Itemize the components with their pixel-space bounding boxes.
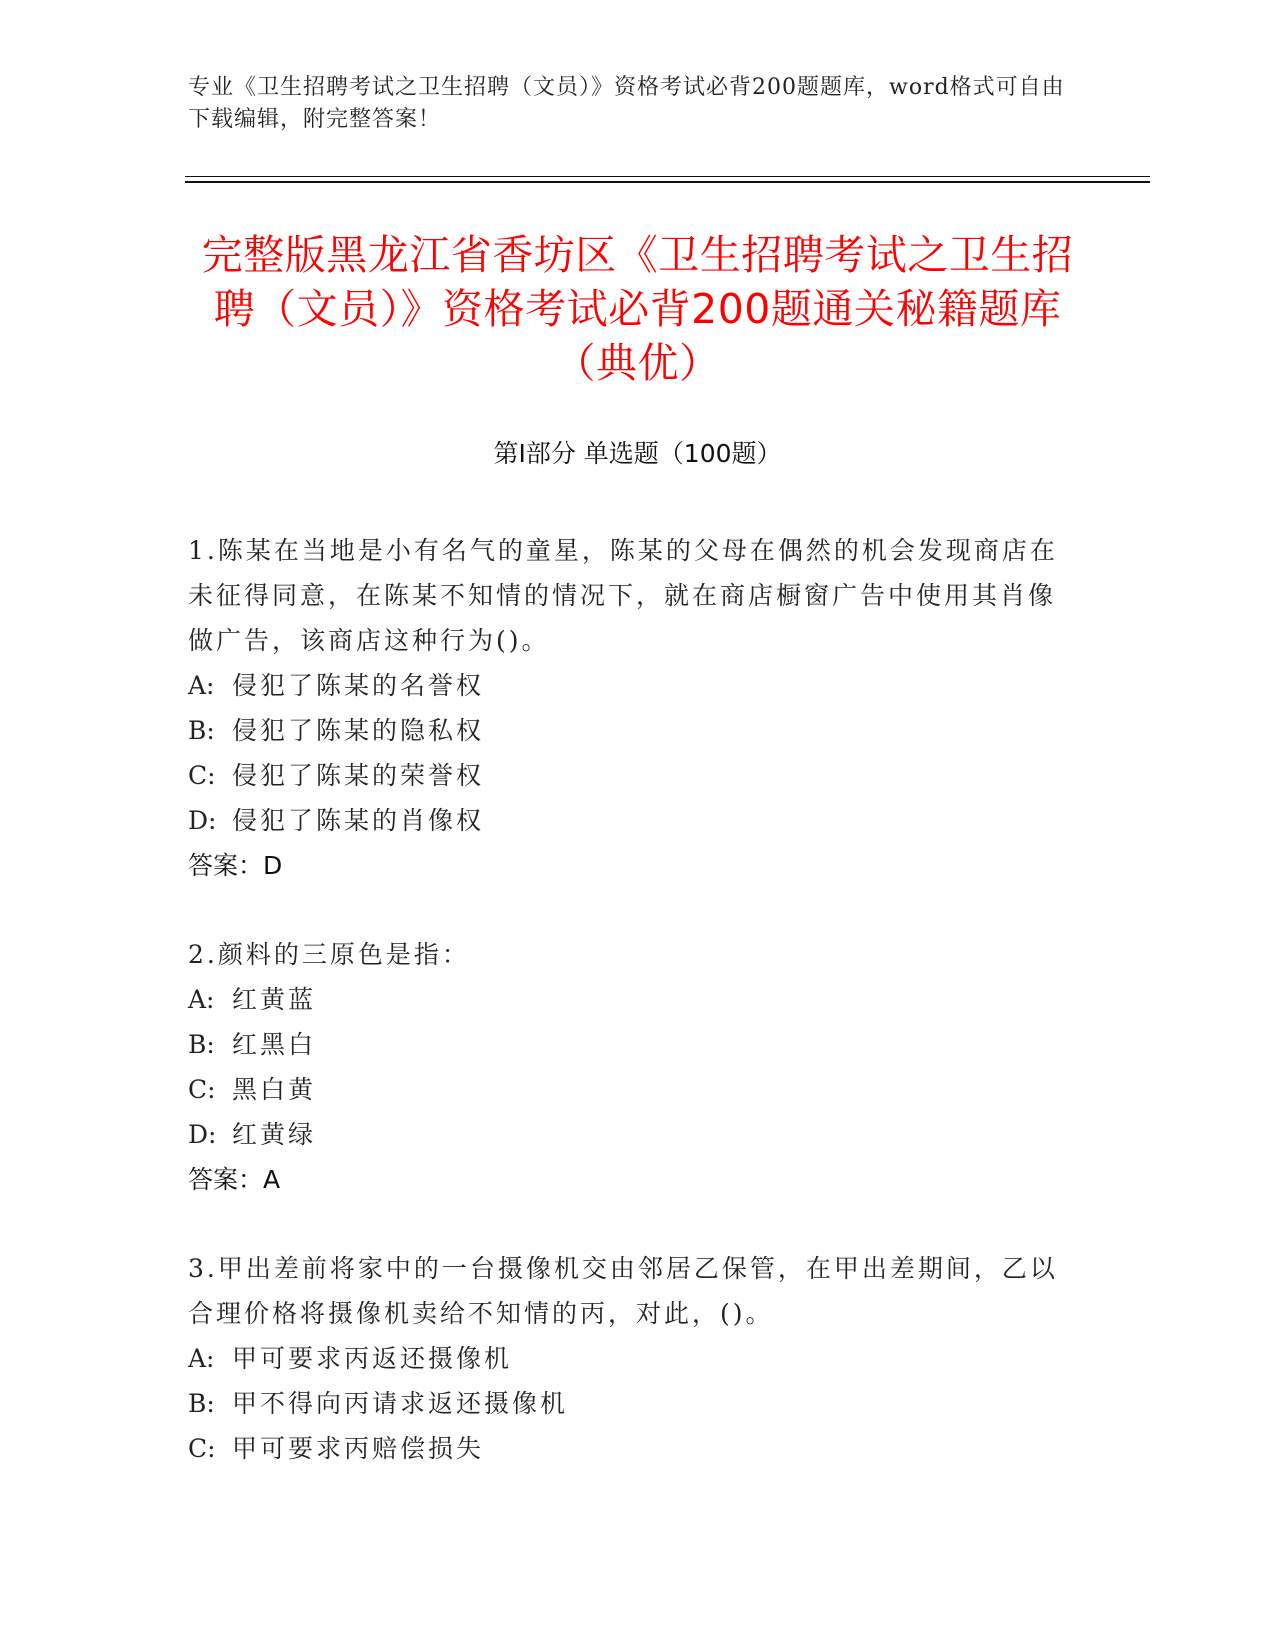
answer-line: 答案：D <box>188 851 283 880</box>
option-text: 黑白黄 <box>232 1075 317 1104</box>
option-label: C: <box>188 761 216 790</box>
option-label: C: <box>188 1434 216 1463</box>
option-b <box>188 1381 1068 1426</box>
option-text: 侵犯了陈某的荣誉权 <box>232 761 485 790</box>
header-note: 专业《卫生招聘考试之卫生招聘（文员）》资格考试必背200题题库，word格式可自由下载编辑，附完整答案！ <box>188 75 1065 132</box>
question-list <box>188 528 1068 1515</box>
question-item <box>188 932 1068 1202</box>
option-c <box>188 1426 1068 1471</box>
option-a <box>188 977 1068 1022</box>
option-b <box>188 708 1068 753</box>
option-label: B: <box>188 1030 215 1059</box>
question-text: 1.陈某在当地是小有名气的童星，陈某的父母在偶然的机会发现商店在未征得同意，在陈某不知情的情况下，就在商店橱窗广告中使用其肖像做广告，该商店这种行为()。 <box>188 536 1058 655</box>
header-divider-thin <box>185 176 1150 177</box>
option-label: B: <box>188 716 215 745</box>
question-text: 3.甲出差前将家中的一台摄像机交由邻居乙保管，在甲出差期间，乙以合理价格将摄像机卖给不知情的丙，对此，()。 <box>188 1254 1058 1328</box>
question-text: 2.颜料的三原色是指： <box>188 940 470 969</box>
question-item <box>188 528 1068 888</box>
option-label: D: <box>188 806 217 835</box>
option-text: 红黄蓝 <box>232 985 317 1014</box>
option-b <box>188 1022 1068 1067</box>
option-a <box>188 663 1068 708</box>
option-label: C: <box>188 1075 216 1104</box>
question-item <box>188 1246 1068 1471</box>
option-d <box>188 1112 1068 1157</box>
option-text: 侵犯了陈某的名誉权 <box>232 671 485 700</box>
answer-line: 答案：A <box>188 1165 281 1194</box>
option-c <box>188 1067 1068 1112</box>
option-a <box>188 1336 1068 1381</box>
option-d <box>188 798 1068 843</box>
option-label: A: <box>188 985 215 1014</box>
option-text: 红黄绿 <box>232 1120 317 1149</box>
option-text: 甲不得向丙请求返还摄像机 <box>232 1389 569 1418</box>
option-label: A: <box>188 1344 215 1373</box>
option-text: 红黑白 <box>232 1030 317 1059</box>
option-text: 甲可要求丙返还摄像机 <box>232 1344 513 1373</box>
section-heading: 第Ⅰ部分 单选题（100题） <box>493 439 782 468</box>
header-divider-thick <box>185 181 1150 183</box>
option-label: D: <box>188 1120 217 1149</box>
option-text: 侵犯了陈某的肖像权 <box>232 806 485 835</box>
option-label: A: <box>188 671 215 700</box>
document-title: 完整版黑龙江省香坊区《卫生招聘考试之卫生招聘（文员）》资格考试必背200题通关秘籍题库（典优） <box>201 231 1074 387</box>
option-text: 甲可要求丙赔偿损失 <box>232 1434 485 1463</box>
option-c <box>188 753 1068 798</box>
option-text: 侵犯了陈某的隐私权 <box>232 716 485 745</box>
option-label: B: <box>188 1389 215 1418</box>
